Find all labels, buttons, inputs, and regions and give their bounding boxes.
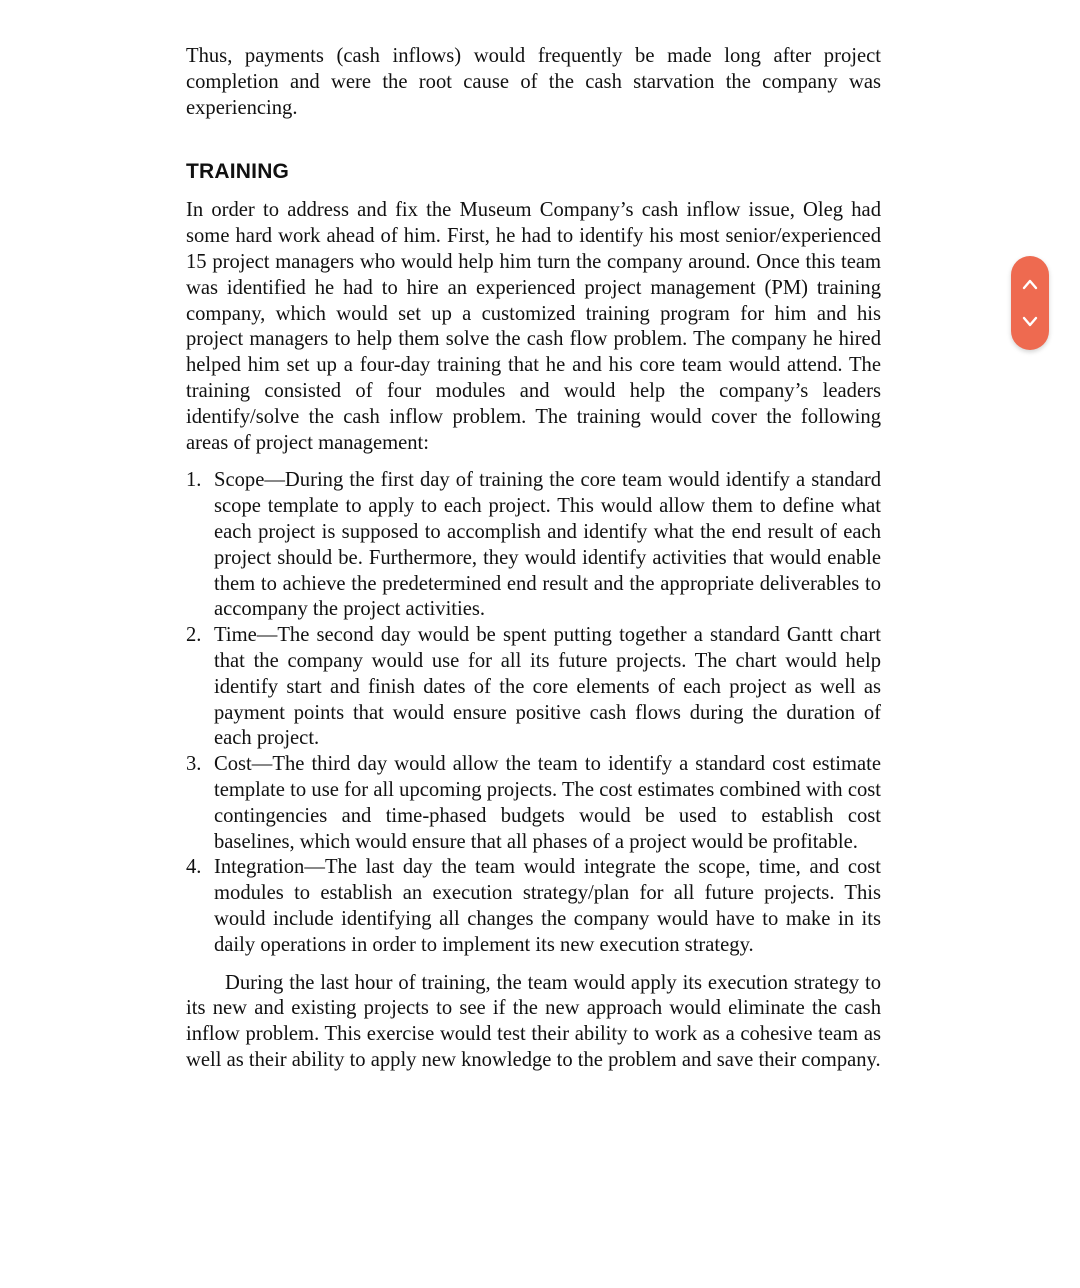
- list-item-text: Cost—The third day would allow the team to identify a standard cost estimate template to use for all upcoming projects. The cost estimates combined with cost contingencies and time-phased budgets would be used to establish cost baselines, which would ensure that all phases of a project would be profitable.: [214, 753, 881, 853]
- list-item-number: 4.: [186, 856, 202, 879]
- training-modules-list: [186, 468, 881, 958]
- closing-paragraph: During the last hour of training, the team would apply its execution strategy to its new and existing projects to see if the new approach would eliminate the cash inflow problem. This exercise would test their ability to work as a cohesive team as well as their ability to apply new knowledge to the problem and save their company.: [186, 971, 881, 1071]
- document-page: [186, 44, 881, 1074]
- list-item-text: Scope—During the first day of training the core team would identify a standard scope template to apply to each project. This would allow them to define what each project is supposed to accomplish and identify what the end result of each project should be. Furthermore, they would identify activities that would enable them to achieve the predetermined end result and the appropriate deliverables to accompany the project activities.: [214, 469, 881, 621]
- page-navigation-control: [1011, 256, 1049, 350]
- intro-paragraph: Thus, payments (cash inflows) would frequently be made long after project completion and were the root cause of the cash starvation the company was experiencing.: [186, 45, 881, 119]
- list-item: [186, 623, 881, 752]
- list-item: [186, 752, 881, 855]
- list-item-text: Time—The second day would be spent putting together a standard Gantt chart that the company would use for all its future projects. The chart would help identify start and finish dates of the core elements of each project as well as payment points that would ensure positive cash flows during the duration of each project.: [214, 624, 881, 750]
- section-heading: TRAINING: [186, 160, 290, 184]
- list-item-number: 3.: [186, 753, 202, 776]
- list-item-number: 2.: [186, 624, 202, 647]
- next-page-button[interactable]: [1011, 302, 1049, 342]
- list-item-text: Integration—The last day the team would integrate the scope, time, and cost modules to establish an execution strategy/plan for all future projects. This would include identifying all changes the company would have to make in its daily operations in order to implement its new execution strategy.: [214, 856, 881, 956]
- list-item-number: 1.: [186, 469, 202, 492]
- chevron-down-icon: [1022, 316, 1038, 328]
- training-paragraph: In order to address and fix the Museum Company’s cash inflow issue, Oleg had some hard work ahead of him. First, he had to identify his most senior/​experienced 15 project managers who would help him turn the company around. Once this team was identified he had to hire an experienced project management (PM) training company, which would set up a customized training program for him and his project managers to help them solve the cash flow problem. The company he hired helped him set up a four-day training that he and his core team would attend. The training consisted of four modules and would help the company’s leaders identify/solve the cash inflow problem. The training would cover the following areas of project management:: [186, 199, 881, 454]
- chevron-up-icon: [1022, 278, 1038, 290]
- list-item: [186, 468, 881, 623]
- list-item: [186, 855, 881, 958]
- previous-page-button[interactable]: [1011, 264, 1049, 304]
